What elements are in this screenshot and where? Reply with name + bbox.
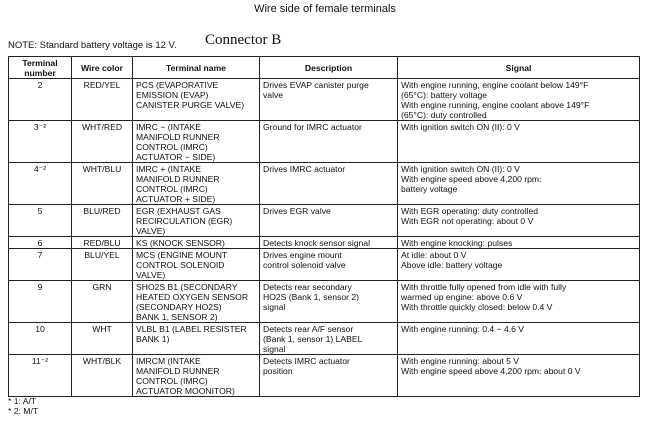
terminal-signal: With engine running, engine coolant below 149°F (65°C): battery voltage With engine running, engine coolant above 149°F (65°C): duty controlled xyxy=(398,79,640,121)
terminal-number: 11⁻² xyxy=(9,355,72,397)
wire-color: RED/BLU xyxy=(72,237,133,249)
terminal-name: KS (KNOCK SENSOR) xyxy=(133,237,260,249)
header-terminal-name: Terminal name xyxy=(133,57,260,79)
table-header-row xyxy=(9,57,640,79)
connector-label: Connector B xyxy=(205,32,282,48)
table-row xyxy=(9,237,640,249)
table-row xyxy=(9,355,640,397)
wire-color: RED/YEL xyxy=(72,79,133,121)
table-row xyxy=(9,121,640,163)
table-row xyxy=(9,281,640,323)
header-terminal-number: Terminal number xyxy=(9,57,72,79)
terminal-number: 6 xyxy=(9,237,72,249)
terminal-name: EGR (EXHAUST GAS RECIRCULATION (EGR) VALVE) xyxy=(133,205,260,237)
terminal-description: Ground for IMRC actuator xyxy=(260,121,398,163)
terminal-name: IMRCM (INTAKE MANIFOLD RUNNER CONTROL (IMRC) ACTUATOR MOONITOR) xyxy=(133,355,260,397)
table-row xyxy=(9,323,640,355)
terminal-description: Detects IMRC actuator position xyxy=(260,355,398,397)
footnote: * 1: A/T xyxy=(8,396,37,406)
terminal-signal: With engine running: about 5 V With engine speed above 4,200 rpm: about 0 V xyxy=(398,355,640,397)
terminal-description: Drives EVAP canister purge valve xyxy=(260,79,398,121)
wire-color: WHT/BLK xyxy=(72,355,133,397)
terminal-signal: With EGR operating: duty controlled With EGR not operating: about 0 V xyxy=(398,205,640,237)
terminal-number: 3⁻² xyxy=(9,121,72,163)
wire-color: BLU/YEL xyxy=(72,249,133,281)
terminal-number: 10 xyxy=(9,323,72,355)
header-wire-color: Wire color xyxy=(72,57,133,79)
wire-color: GRN xyxy=(72,281,133,323)
terminal-name: VLBL B1 (LABEL RESISTER BANK 1) xyxy=(133,323,260,355)
terminal-table xyxy=(8,56,640,397)
terminal-name: PCS (EVAPORATIVE EMISSION (EVAP) CANISTER PURGE VALVE) xyxy=(133,79,260,121)
wire-color: WHT/BLU xyxy=(72,163,133,205)
page-title: Wire side of female terminals xyxy=(254,3,396,15)
terminal-description: Detects rear secondary HO2S (Bank 1, sensor 2) signal xyxy=(260,281,398,323)
terminal-description: Drives EGR valve xyxy=(260,205,398,237)
terminal-number: 9 xyxy=(9,281,72,323)
footnotes xyxy=(8,396,38,416)
terminal-name: SHO2S B1 (SECONDARY HEATED OXYGEN SENSOR (SECONDARY HO2S) BANK 1, SENSOR 2) xyxy=(133,281,260,323)
wire-color: WHT/RED xyxy=(72,121,133,163)
note-text: NOTE: Standard battery voltage is 12 V. xyxy=(8,40,177,51)
table-row xyxy=(9,249,640,281)
terminal-number: 4⁻² xyxy=(9,163,72,205)
terminal-number: 5 xyxy=(9,205,72,237)
terminal-description: Drives engine mount control solenoid valve xyxy=(260,249,398,281)
header-signal: Signal xyxy=(398,57,640,79)
table-row xyxy=(9,163,640,205)
terminal-description: Detects rear A/F sensor (Bank 1, sensor 1) LABEL signal xyxy=(260,323,398,355)
terminal-signal: With engine running: 0.4 − 4.6 V xyxy=(398,323,640,355)
terminal-name: IMRC − (INTAKE MANIFOLD RUNNER CONTROL (IMRC) ACTUATOR − SIDE) xyxy=(133,121,260,163)
table-row xyxy=(9,79,640,121)
footnote: * 2: M/T xyxy=(8,406,39,416)
terminal-signal: With throttle fully opened from idle with fully warmed up engine: above 0.6 V With throttle quickly closed: below 0.4 V xyxy=(398,281,640,323)
terminal-signal: With ignition switch ON (II): 0 V xyxy=(398,121,640,163)
table-row xyxy=(9,205,640,237)
wire-color: BLU/RED xyxy=(72,205,133,237)
terminal-description: Drives IMRC actuator xyxy=(260,163,398,205)
terminal-number: 7 xyxy=(9,249,72,281)
header-description: Description xyxy=(260,57,398,79)
terminal-description: Detects knock sensor signal xyxy=(260,237,398,249)
terminal-name: MCS (ENGINE MOUNT CONTROL SOLENOID VALVE) xyxy=(133,249,260,281)
terminal-signal: At idle: about 0 V Above idle: battery voltage xyxy=(398,249,640,281)
terminal-signal: With engine knocking: pulses xyxy=(398,237,640,249)
terminal-signal: With ignition switch ON (II): 0 V With engine speed above 4,200 rpm: battery voltage xyxy=(398,163,640,205)
wire-color: WHT xyxy=(72,323,133,355)
terminal-name: IMRC + (INTAKE MANIFOLD RUNNER CONTROL (IMRC) ACTUATOR + SIDE) xyxy=(133,163,260,205)
terminal-number: 2 xyxy=(9,79,72,121)
